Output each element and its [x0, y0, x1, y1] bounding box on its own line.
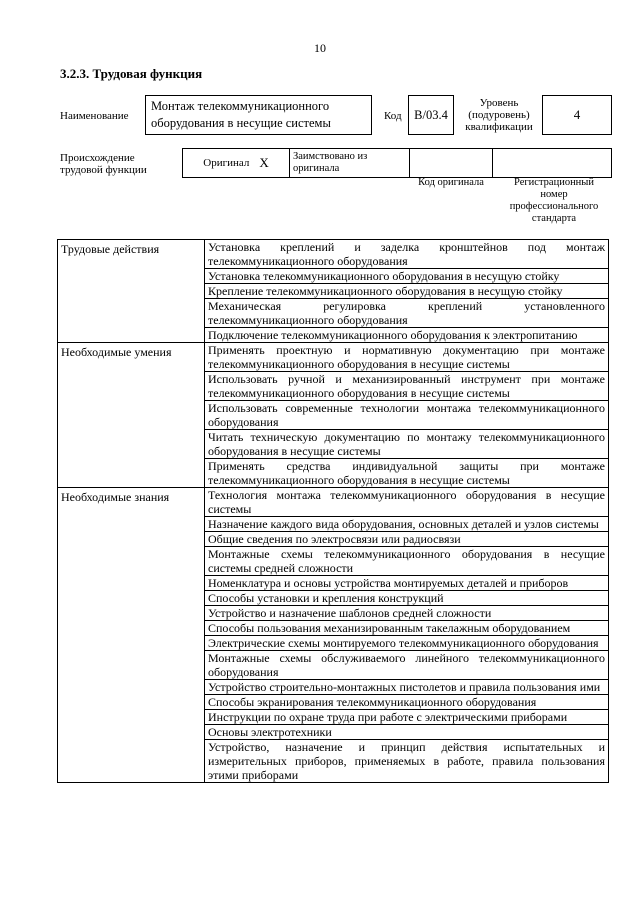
table-row: [58, 343, 609, 372]
item-cell: Монтажные схемы телекоммуникационного оборудования в несущие системы средней сложности: [205, 547, 609, 576]
item-cell: Назначение каждого вида оборудования, основных деталей и узлов системы: [205, 517, 609, 532]
original-label: Оригинал: [203, 157, 250, 169]
borrowed-label: Заимствовано из оригинала: [293, 151, 368, 174]
level-box: [542, 95, 612, 135]
qualification-level: 4: [573, 107, 581, 122]
category-cell: Необходимые знания: [58, 488, 205, 783]
code-label: Код: [384, 110, 402, 122]
function-table: [57, 239, 609, 783]
item-cell: Применять средства индивидуальной защиты при монтаже телекоммуникационного оборудования в несущие системы: [205, 459, 609, 488]
table-row: [58, 240, 609, 269]
original-mark: X: [259, 155, 269, 170]
category-cell: Трудовые действия: [58, 240, 205, 343]
item-cell: Монтажные схемы обслуживаемого линейного телекоммуникационного оборудования: [205, 651, 609, 680]
item-cell: Основы электротехники: [205, 725, 609, 740]
item-cell: Использовать современные технологии монтажа телекоммуникационного оборудования: [205, 401, 609, 430]
item-cell: Подключение телекоммуникационного оборудования к электропитанию: [205, 328, 609, 343]
category-cell: Необходимые умения: [58, 343, 205, 488]
reg-number-label: Регистрационный номер профессионального стандарта: [509, 177, 599, 224]
origin-label: Происхождение трудовой функции: [60, 152, 147, 176]
origin-grid: [182, 148, 612, 178]
function-name: Монтаж телекоммуникационного оборудования в несущие системы: [151, 99, 331, 130]
page-number: 10: [314, 41, 326, 55]
level-label: Уровень (подуровень) квалификации: [465, 97, 533, 133]
item-cell: Способы пользования механизированным такелажным оборудованием: [205, 621, 609, 636]
original-cell: [183, 149, 289, 177]
item-cell: Устройство, назначение и принцип действия испытательных и измерительных приборов, применяемых в работе, правила пользования этими приборами: [205, 740, 609, 783]
item-cell: Способы экранирования телекоммуникационного оборудования: [205, 695, 609, 710]
section-title: 3.2.3. Трудовая функция: [60, 66, 203, 81]
item-cell: Общие сведения по электросвязи или радиосвязи: [205, 532, 609, 547]
code-original-label: Код оригинала: [418, 177, 484, 188]
function-code: B/03.4: [414, 107, 448, 122]
item-cell: Установка креплений и заделка кронштейнов под монтаж телекоммуникационного оборудования: [205, 240, 609, 269]
item-cell: Установка телекоммуникационного оборудования в несущую стойку: [205, 269, 609, 284]
item-cell: Устройство и назначение шаблонов средней сложности: [205, 606, 609, 621]
code-box: [408, 95, 454, 135]
item-cell: Читать техническую документацию по монтажу телекоммуникационного оборудования в несущие системы: [205, 430, 609, 459]
item-cell: Устройство строительно-монтажных пистолетов и правила пользования ими: [205, 680, 609, 695]
function-name-box: [145, 95, 372, 135]
name-label: Наименование: [60, 110, 129, 122]
item-cell: Инструкции по охране труда при работе с электрическими приборами: [205, 710, 609, 725]
item-cell: Способы установки и крепления конструкций: [205, 591, 609, 606]
item-cell: Крепление телекоммуникационного оборудования в несущую стойку: [205, 284, 609, 299]
item-cell: Использовать ручной и механизированный инструмент при монтаже телекоммуникационного оборудования в несущие системы: [205, 372, 609, 401]
item-cell: Применять проектную и нормативную документацию при монтаже телекоммуникационного оборудования в несущие системы: [205, 343, 609, 372]
item-cell: Технология монтажа телекоммуникационного оборудования в несущие системы: [205, 488, 609, 517]
item-cell: Механическая регулировка креплений установленного телекоммуникационного оборудования: [205, 299, 609, 328]
item-cell: Электрические схемы монтируемого телекоммуникационного оборудования: [205, 636, 609, 651]
item-cell: Номенклатура и основы устройства монтируемых деталей и приборов: [205, 576, 609, 591]
table-row: [58, 488, 609, 517]
